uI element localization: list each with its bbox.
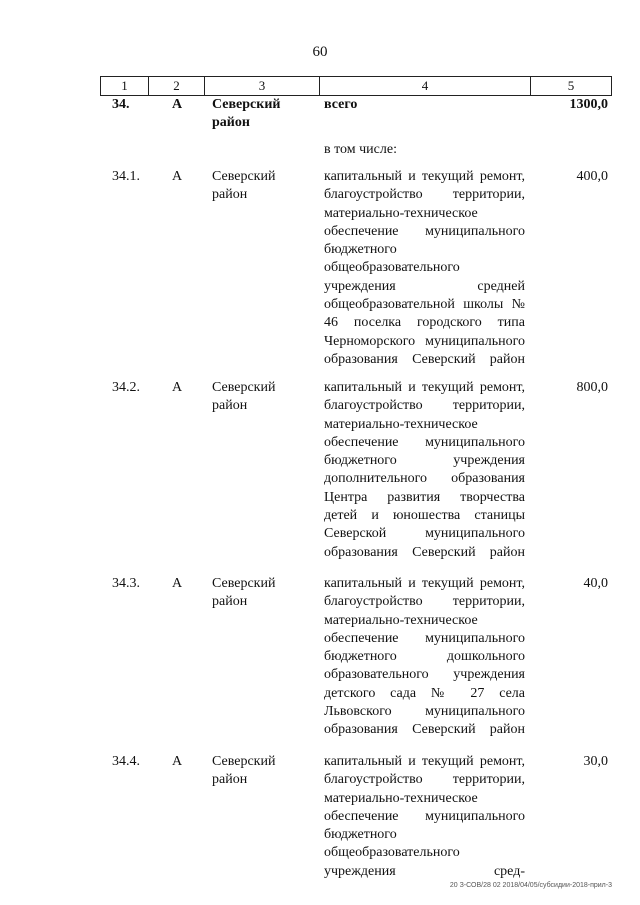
- total-row-district: Северский район: [212, 97, 281, 131]
- row-amount: 40,0: [583, 576, 608, 591]
- row-number: 34.3.: [112, 576, 140, 591]
- row-category: А: [172, 576, 183, 591]
- row-district: Северский район: [212, 380, 276, 414]
- total-row-description: всего: [324, 97, 358, 112]
- row-district: Северский район: [212, 576, 276, 610]
- total-row-number: 34.: [112, 97, 130, 112]
- header-col-5: 5: [567, 78, 575, 93]
- row-description: капитальный и текущий ремонт, благоустройство территории, материально-техническое обеспечение муниципального бюджетного дошкольного образовательного учреждения детского сада № 27 села Львовского муниципального образования Северский район: [324, 576, 525, 738]
- row-category: А: [172, 169, 183, 184]
- row-number: 34.1.: [112, 169, 140, 184]
- header-col-2: 2: [149, 77, 205, 95]
- footer-file-path: 20 З-СОВ/28 02 2018/04/05/субсидии-2018-прил-3: [449, 882, 612, 889]
- subtitle-including: в том числе:: [324, 142, 397, 157]
- row-district: Северский район: [212, 169, 276, 203]
- row-number: 34.4.: [112, 754, 140, 769]
- row-description: капитальный и текущий ремонт, благоустройство территории, материально-техническое обеспечение муниципального бюджетного общеобразовательного учреждения средней общеобразовательной школы № 46 поселка городского типа Черноморского муниципального образования Северский район: [324, 169, 525, 367]
- header-col-4: 4: [320, 77, 531, 95]
- row-district: Северский район: [212, 754, 276, 788]
- row-amount: 800,0: [576, 380, 608, 395]
- header-col-1: 1: [101, 77, 149, 95]
- header-col-3: 3: [205, 77, 320, 95]
- row-description: капитальный и текущий ремонт, благоустройство территории, материально-техническое обеспечение муниципального бюджетного общеобразовательного учреждения сред-: [324, 754, 525, 879]
- row-description: капитальный и текущий ремонт, благоустройство территории, материально-техническое обеспечение муниципального бюджетного учреждения дополнительного образования Центра развития творчества детей и юношества станицы Северской муниципального образования Северский район: [324, 380, 525, 560]
- row-category: А: [172, 754, 183, 769]
- total-row-category: А: [172, 97, 183, 112]
- total-row-amount: 1300,0: [569, 97, 608, 112]
- row-amount: 400,0: [576, 169, 608, 184]
- row-amount: 30,0: [583, 754, 608, 769]
- table-header-row: [100, 76, 612, 96]
- page-number: 60: [312, 44, 328, 60]
- row-number: 34.2.: [112, 380, 140, 395]
- row-category: А: [172, 380, 183, 395]
